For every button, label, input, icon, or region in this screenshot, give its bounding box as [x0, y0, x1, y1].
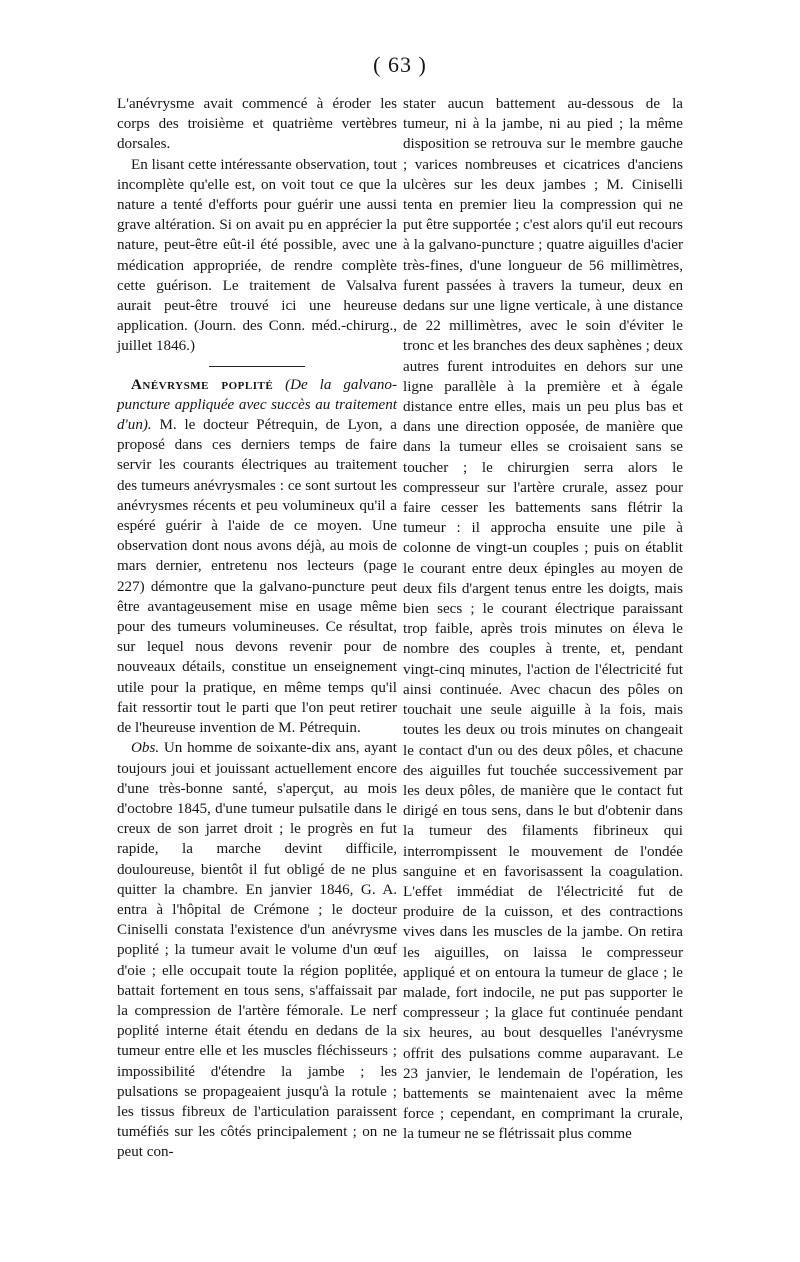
section-divider: [209, 366, 305, 367]
observation-label: Obs.: [131, 740, 160, 757]
paragraph-aneurysm-intro: L'anévrysme avait commencé à éroder les corps des troisième et quatrième vertèbres dorsales.: [117, 96, 397, 153]
paragraph-popliteal-intro: [117, 375, 397, 739]
left-column: [117, 94, 397, 1163]
right-column: [403, 94, 683, 1145]
section-subtitle: (De la galvano-puncture appliquée avec succès au traitement d'un).: [117, 376, 397, 434]
paragraph-text: M. le docteur Pétrequin, de Lyon, a proposé dans ces derniers temps de faire servir les courants électriques au traitement des tumeurs anévrysmales : ce sont surtout les anévrysmes récents et peu volumineux qu'il a espéré guérir à l'aide de ce moyen. Une observation dont nous avons déjà, au mois de mars dernier, entretenu nos lecteurs (page 227) démontre que la galvano-puncture peut être avantageusement mise en usage même pour des tumeurs volumineuses. Ce résultat, sur lequel nous devons revenir pour de nouveaux détails, constitue un enseignement utile pour la pratique, en même temps qu'il fait ressortir tout le parti que l'on peut retirer de l'heureuse invention de M. Pétrequin.: [117, 417, 397, 737]
paragraph-continuation: stater aucun battement au-dessous de la tumeur, ni à la jambe, ni au pied ; la même disposition se retrouva sur le membre gauche ; varices nombreuses et cicatrices d'anciens ulcères sur les deux jambes ; M. Ciniselli tenta en premier lieu la compression qui ne put être supportée ; c'est alors qu'il eut recours à la galvano-puncture ; quatre aiguilles d'acier très-fines, d'une longueur de 56 millimètres, furent passées à travers la tumeur, deux en dedans sur une ligne verticale, à une distance de 22 millimètres, avec le soin d'éviter le tronc et les branches des deux saphènes ; deux autres furent introduites en dehors sur une ligne parallèle à la première et à égale distance entre elles, mais un peu plus bas et dans une direction opposée, de manière que dans la tumeur elles se croisaient sans se toucher ; le chirurgien serra alors le compresseur sur l'artère crurale, assez pour faire cesser les battements sans flétrir la tumeur : il approcha ensuite une pile à colonne de vingt-un couples ; puis on établit le courant entre deux épingles au moyen de deux fils d'argent tenus entre les doigts, mais bien secs ; le courant électrique paraissant trop faible, après trois minutes on éleva le nombre des couples à trente, et, pendant vingt-cinq minutes, l'action de l'électricité fut ainsi continuée. Avec chacun des pôles on touchait une seule aiguille à la fois, mais toutes les deux ou trois minutes on changeait le contact d'un ou des deux pôles, et chacune des aiguilles fut touchée successivement par les deux pôles, de manière que le contact fut dirigé en tous sens, dans le but d'obtenir dans la tumeur des filaments fibrineux qui interrompissent le mouvement de l'ondée sanguine et en favorisassent la coagulation. L'effet immédiat de l'électricité fut de produire de la cuisson, et des contractions vives dans les muscles de la jambe. On retira les aiguilles, on laissa le compresseur appliqué et on entoura la tumeur de glace ; le malade, fort indocile, ne put pas supporter le compresseur ; la glace fut continuée pendant six heures, au bout desquelles l'anévrysme offrit des pulsations comme auparavant. Le 23 janvier, le lendemain de l'opération, les battements se maintenaient avec la même force ; cependant, en comprimant la crurale, la tumeur ne se flétrissait plus comme: [403, 96, 683, 1143]
paragraph-observation: [117, 738, 397, 1162]
paragraph-text: Un homme de soixante-dix ans, ayant toujours joui et jouissant actuellement encore d'une très-bonne santé, s'aperçut, au mois d'octobre 1845, d'une tumeur pulsatile dans le creux de son jarret droit ; le progrès en fut rapide, la marche devint difficile, douloureuse, bientôt il fut obligé de ne plus quitter la chambre. En janvier 1846, G. A. entra à l'hôpital de Crémone ; le docteur Ciniselli constata l'existence d'un anévrysme poplité ; la tumeur avait le volume d'un œuf d'oie ; elle occupait toute la région poplitée, battait fortement en tous sens, s'affaissait par la compression de l'artère fémorale. Le nerf poplité interne était étendu en dedans de la tumeur entre elle et les muscles fléchisseurs ; impossibilité d'étendre la jambe ; les pulsations se propageaient jusqu'à la rotule ; les tissus fibreux de l'articulation paraissent tuméfiés sur les côtés principalement ; on ne peut con-: [117, 740, 397, 1161]
section-heading: Anévrysme poplité: [131, 376, 274, 393]
page-number: ( 63 ): [373, 52, 427, 77]
paragraph-commentary: En lisant cette intéressante observation, tout incomplète qu'elle est, on voit tout ce que la nature a tenté d'efforts pour guérir une aussi grave altération. Si on avait pu en apprécier la nature, peut-être eût-il été possible, avec une médication appropriée, de rendre complète cette guérison. Le traitement de Valsalva aurait peut-être trouvé ici une heureuse application. (Journ. des Conn. méd.-chirurg., juillet 1846.): [117, 156, 397, 355]
